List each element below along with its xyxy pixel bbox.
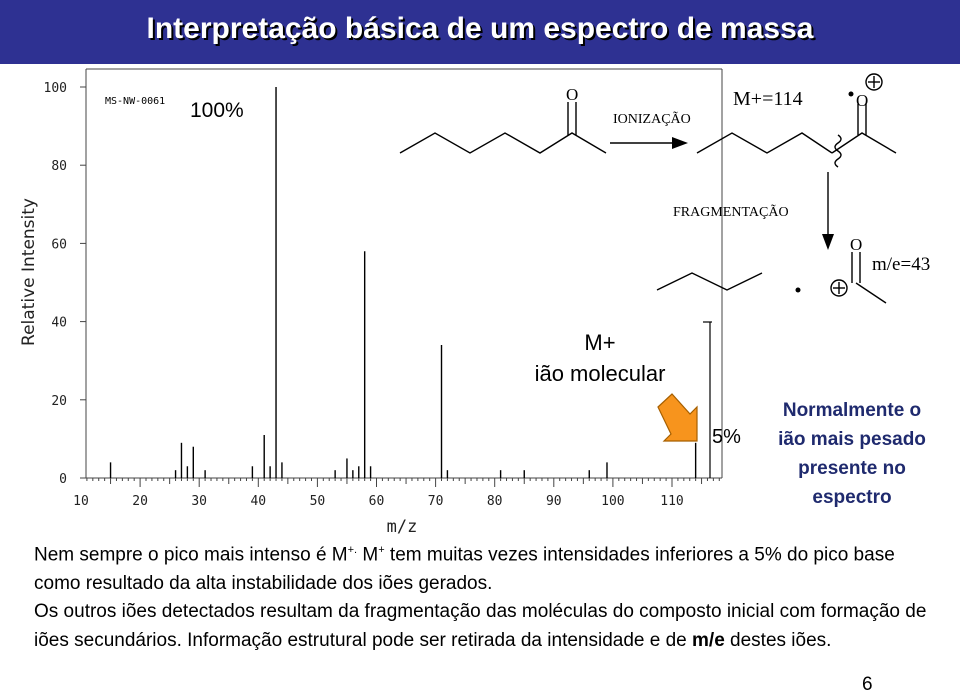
mass-spectrum-figure [0,64,960,534]
y-tick-label: 60 [51,237,67,253]
y-tick-label: 0 [59,472,67,487]
x-tick-label: 90 [545,494,562,509]
cleavage-bond [832,133,896,153]
x-tick-label: 60 [368,494,385,509]
p1-sup-1: +. [347,544,358,556]
chart-axes [44,69,722,509]
paragraph-1 [34,536,934,598]
y-tick-label: 100 [43,81,67,96]
p2-bold: m/e [692,629,725,651]
x-tick-label: 40 [250,494,267,509]
p1-part-a: Nem sempre o pico mais intenso é M [34,544,348,566]
ketone-molecule [400,133,606,153]
radical-dot-icon-2 [796,288,801,293]
oxygen-atom-3: O [850,235,863,254]
x-tick-label: 10 [73,494,89,509]
ionization-arrowhead [672,137,688,149]
p2-part-b: destes iões. [724,629,832,651]
x-tick-label: 80 [486,494,503,509]
y-tick-label: 80 [51,159,67,175]
y-tick-label: 40 [51,315,67,331]
m-plus-label: M+ [584,330,616,355]
slide-title: Interpretação básica de um espectro de massa [146,12,814,45]
radical-dot-icon [849,92,854,97]
y-tick-label: 20 [51,393,67,409]
x-tick-label: 100 [601,494,625,509]
x-tick-label: 110 [660,494,684,509]
fragmentation-arrowhead [822,234,834,250]
x-tick-label: 20 [132,494,148,509]
chart-peaks [111,87,696,478]
fragmentation-label: FRAGMENTAÇÃO [673,205,789,220]
reaction-scheme [400,74,896,303]
x-tick-label: 70 [427,494,444,509]
base-peak-label: 100% [190,99,244,122]
five-percent-label: 5% [712,426,741,448]
orange-arrow-icon [658,394,697,441]
oxygen-atom-2: O [856,91,869,110]
radical-fragment [657,273,762,290]
acylium-fragment [856,283,886,303]
note-line-2: ião mais pesado [778,429,926,450]
note-line-4: espectro [812,487,892,508]
ionization-label: IONIZAÇÃO [613,112,691,127]
p1-sup-2: + [378,544,385,556]
oxygen-atom-1: O [566,85,579,104]
spectrum-id: MS-NW-0061 [105,96,166,107]
x-axis-label: m/z [386,517,418,534]
note-line-1: Normalmente o [782,400,922,421]
fragment-mass-label: m/e=43 [872,254,931,275]
molecular-mass-label: M+=114 [733,88,803,110]
p2-part-a: Os outros iões detectados resultam da fragmentação das moléculas do composto inicial com formação de iões secundários. Informação estrutural pode ser retirada da intensidade e de [34,601,927,651]
note-line-3: presente no [798,458,906,479]
x-tick-label: 50 [309,494,326,509]
explanation-text [34,536,934,655]
paragraph-2 [34,598,934,655]
heaviest-ion-note [778,400,926,508]
title-bar [0,0,960,64]
y-axis-label: Relative Intensity [19,198,39,346]
radical-cation-molecule [697,133,832,153]
p1-part-c: tem muitas vezes intensidades inferiores a 5% do pico base como resultado da alta instabilidade dos iões gerados. [34,544,895,594]
p1-part-b: M [357,544,379,566]
molecular-ion-label: ião molecular [534,361,666,386]
page-number: 6 [862,674,873,695]
x-tick-label: 30 [191,494,208,509]
